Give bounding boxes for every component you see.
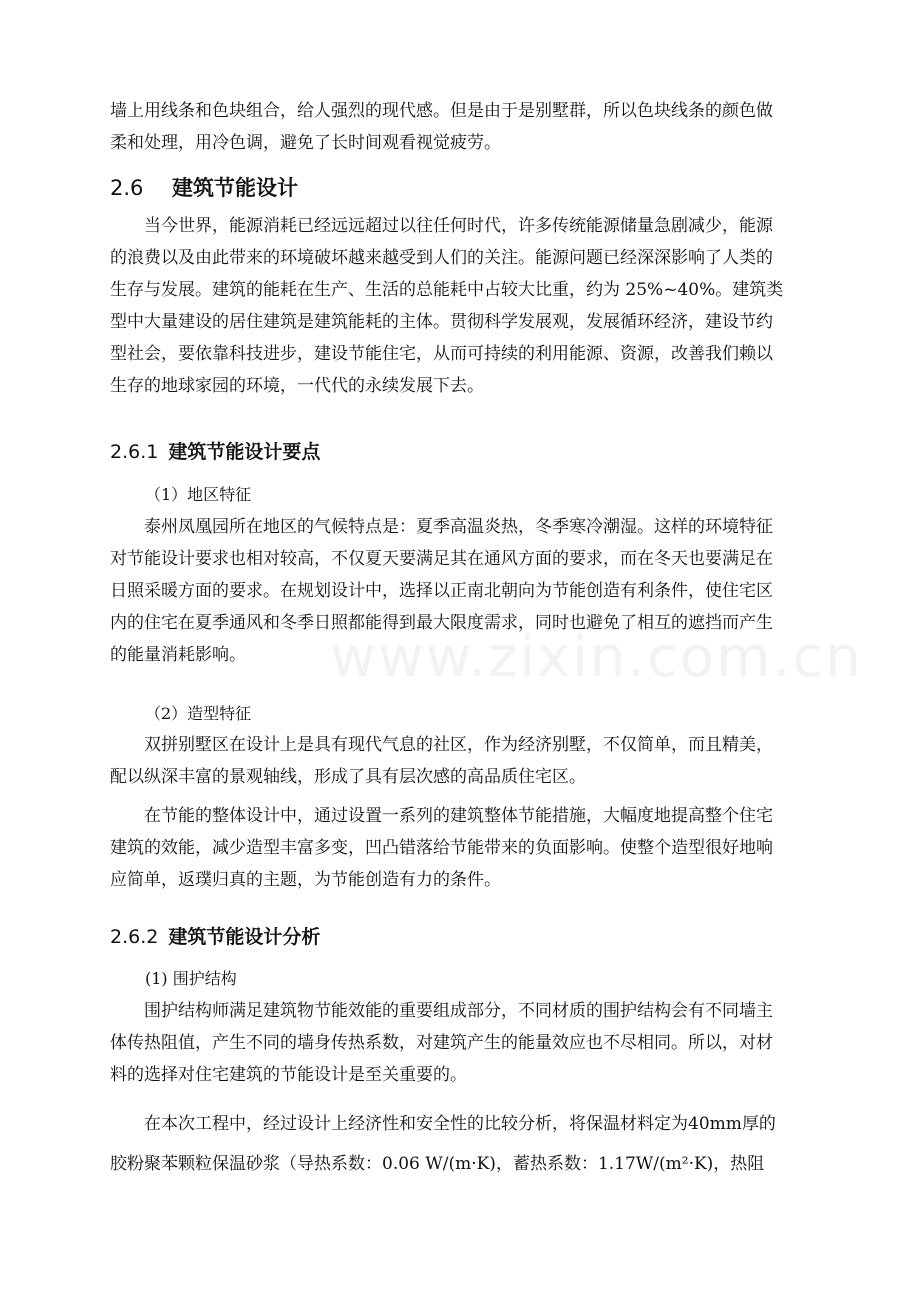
text-line: 日照采暖方面的要求。在规划设计中，选择以正南北朝向为节能创造有利条件，使住宅区 — [110, 581, 773, 601]
text-line: 内的住宅在夏季通风和冬季日照都能得到最大限度需求，同时也避免了相互的遮挡而产生 — [110, 613, 773, 633]
paragraph-shape-1 — [110, 729, 822, 793]
text-line: 应简单，返璞归真的主题，为节能创造有力的条件。 — [110, 870, 501, 890]
section-heading-2-6-2 — [110, 922, 320, 949]
section-number: 2.6.2 — [110, 926, 159, 948]
section-number: 2.6 — [110, 176, 144, 200]
text-line: 在节能的整体设计中，通过设置一系列的建筑整体节能措施，大幅度地提高整个住宅 — [144, 806, 773, 826]
text-line: 型社会，要依靠科技进步，建设节能住宅，从而可持续的利用能源、资源，改善我们赖以 — [110, 344, 773, 364]
paragraph-shape-2 — [110, 800, 822, 896]
paragraph-region — [110, 511, 822, 671]
text-line: 泰州凤凰园所在地区的气候特点是：夏季高温炎热，冬季寒冷潮湿。这样的环境特征 — [144, 517, 773, 537]
text-line: 对节能设计要求也相对较高，不仅夏天要满足其在通风方面的要求，而在冬天也要满足在 — [110, 549, 773, 569]
section-heading-2-6 — [110, 172, 298, 202]
subheading-shape: （2）造型特征 — [145, 704, 252, 723]
text-line: 型中大量建设的居住建筑是建筑能耗的主体。贯彻科学发展观，发展循环经济，建设节约 — [110, 312, 773, 332]
text-line: 的能量消耗影响。 — [110, 645, 246, 665]
text-line: 胶粉聚苯颗粒保温砂浆（导热系数：0.06 W/(m·K)，蓄热系数：1.17W/(m²·K)，热阻 — [110, 1154, 765, 1174]
text-line: 柔和处理，用冷色调，避免了长时间观看视觉疲劳。 — [110, 133, 501, 153]
section-number: 2.6.1 — [110, 441, 159, 463]
section-title: 建筑节能设计 — [172, 176, 298, 200]
text-line: 体传热阻值，产生不同的墙身传热系数，对建筑产生的能量效应也不尽相同。所以，对材 — [110, 1033, 773, 1053]
section-heading-2-6-1 — [110, 437, 320, 464]
section-title: 建筑节能设计要点 — [168, 441, 321, 463]
paragraph-energy — [110, 210, 822, 402]
text-line: 墙上用线条和色块组合，给人强烈的现代感。但是由于是别墅群，所以色块线条的颜色做 — [110, 101, 773, 121]
subheading-region: （1）地区特征 — [145, 485, 252, 504]
text-line: 建筑的效能，减少造型丰富多变，凹凸错落给节能带来的负面影响。使整个造型很好地响 — [110, 838, 773, 858]
paragraph-envelope — [110, 995, 822, 1091]
text-line: 双拼别墅区在设计上是具有现代气息的社区，作为经济别墅，不仅简单，而且精美， — [144, 735, 773, 755]
text-line: 在本次工程中，经过设计上经济性和安全性的比较分析，将保温材料定为40mm厚的 — [144, 1114, 776, 1134]
text-line: 配以纵深丰富的景观轴线，形成了具有层次感的高品质住宅区。 — [110, 767, 586, 787]
text-line: 围护结构师满足建筑物节能效能的重要组成部分，不同材质的围护结构会有不同墙主 — [144, 1001, 773, 1021]
paragraph-intro — [110, 95, 822, 159]
text-line: 当今世界，能源消耗已经远远超过以往任何时代，许多传统能源储量急剧减少，能源 — [144, 216, 773, 236]
watermark: www.zixin.com.cn — [330, 625, 863, 690]
text-line: 的浪费以及由此带来的环境破坏越来越受到人们的关注。能源问题已经深深影响了人类的 — [110, 248, 773, 268]
paragraph-project — [110, 1104, 822, 1184]
subheading-envelope: (1) 围护结构 — [145, 969, 237, 988]
text-line: 生存与发展。建筑的能耗在生产、生活的总能耗中占较大比重，约为 25%~40%。建筑类 — [110, 280, 784, 300]
text-line: 生存的地球家园的环境，一代代的永续发展下去。 — [110, 376, 484, 396]
text-line: 料的选择对住宅建筑的节能设计是至关重要的。 — [110, 1065, 467, 1085]
section-title: 建筑节能设计分析 — [168, 926, 321, 948]
